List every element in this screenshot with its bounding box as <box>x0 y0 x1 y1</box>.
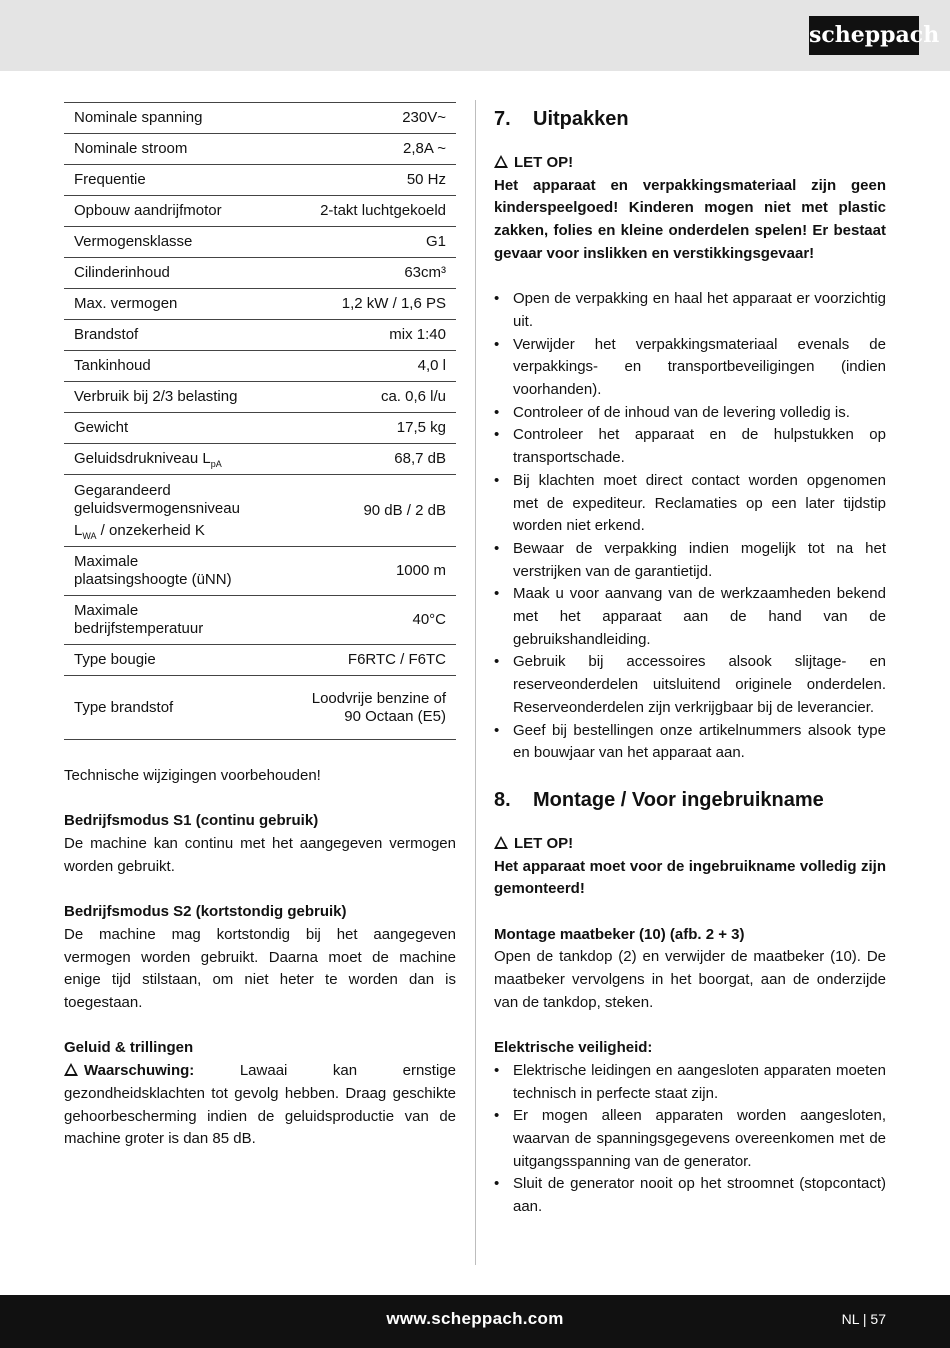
section-8-heading: 8. Montage / Voor ingebruikname <box>494 788 824 811</box>
warning-icon <box>494 836 508 849</box>
table-row: Type bougie F6RTC / F6TC <box>64 645 456 676</box>
list-item: • Controleer het apparaat en de hulpstukken op transportschade. <box>494 426 886 467</box>
list-item: • Sluit de generator nooit op het stroomnet (stopcontact) aan. <box>494 1175 886 1216</box>
list-item: • Controleer of de inhoud van de levering volledig is. <box>494 403 850 421</box>
table-row: Nominale stroom 2,8A ~ <box>64 134 456 165</box>
table-row: Gewicht 17,5 kg <box>64 413 456 444</box>
spec-table <box>64 102 456 740</box>
cup-title: Montage maatbeker (10) (afb. 2 + 3) <box>494 925 745 943</box>
s2-title: Bedrijfsmodus S2 (kortstondig gebruik) <box>64 903 347 921</box>
list-item: • Er mogen alleen apparaten worden aangesloten, waarvan de spanningsgegevens overeenkomen met de uitgangsspanning van de generator. <box>494 1107 886 1170</box>
list-item: • Bewaar de verpakking indien mogelijk tot na het verstrijken van de garantietijd. <box>494 539 886 580</box>
table-row: Brandstof mix 1:40 <box>64 320 456 351</box>
list-item: • Geef bij bestellingen onze artikelnummers alsook type en bouwjaar van het apparaat aan. <box>494 721 886 762</box>
s7-warning-text: Het apparaat en verpakkingsmateriaal zijn geen kinderspeelgoed! Kinderen mogen niet met plastic zakken, folies en kleine onderdelen spelen! Er bestaat gevaar voor inslikken en verstikkingsgevaar! <box>494 176 886 262</box>
s2-text: De machine mag kortstondig bij het aangegeven vermogen worden gebruikt. Daarna moet de machine enige tijd stilstaan, om niet heter te worden dan is toegestaan. <box>64 925 456 1011</box>
table-row: Nominale spanning 230V~ <box>64 103 456 134</box>
page-number: NL | 57 <box>841 1311 886 1327</box>
s8-warning-label: LET OP! <box>494 833 886 856</box>
warning-icon <box>64 1063 78 1076</box>
table-row: Type brandstof Loodvrije benzine of 90 Octaan (E5) <box>64 676 456 740</box>
header-band <box>0 0 950 71</box>
brand-logo: scheppach <box>809 16 919 55</box>
table-row: Opbouw aandrijfmotor 2-takt luchtgekoeld <box>64 196 456 227</box>
noise-title: Geluid & trillingen <box>64 1039 194 1057</box>
list-item: • Elektrische leidingen en aangesloten apparaten moeten technisch in perfecte staat zijn. <box>494 1061 886 1102</box>
column-divider <box>475 100 476 1265</box>
s1-title: Bedrijfsmodus S1 (continu gebruik) <box>64 812 319 830</box>
table-row: Vermogensklasse G1 <box>64 227 456 258</box>
s1-text: De machine kan continu met het aangegeven vermogen worden gebruikt. <box>64 835 456 875</box>
footer-band <box>0 1295 950 1348</box>
table-row: Tankinhoud 4,0 l <box>64 351 456 382</box>
table-row: Max. vermogen 1,2 kW / 1,6 PS <box>64 289 456 320</box>
list-item: • Maak u voor aanvang van de werkzaamheden bekend met het apparaat aan de hand van de gebruikshandleiding. <box>494 585 886 648</box>
s7-warning-label: LET OP! <box>494 152 886 175</box>
table-row: Gegarandeerd geluidsvermogensniveau $L_{WA}$ / onzekerheid K 90 dB / 2 dB <box>64 475 456 547</box>
elec-title: Elektrische veiligheid: <box>494 1039 653 1057</box>
table-row: Cilinderinhoud 63cm³ <box>64 258 456 289</box>
table-row: Maximale plaatsingshoogte (üNN) 1000 m <box>64 547 456 596</box>
cup-text: Open de tankdop (2) en verwijder de maatbeker (10). De maatbeker vervolgens in het boorgat, aan de onderzijde van de tankdop, steken. <box>494 948 886 1011</box>
table-row: Geluidsdrukniveau $L_{pA}$ 68,7 dB <box>64 444 456 475</box>
s8-warning-text: Het apparaat moet voor de ingebruikname volledig zijn gemonteerd! <box>494 857 886 898</box>
footer-url: www.scheppach.com <box>386 1309 564 1328</box>
s7-list <box>494 288 886 765</box>
list-item: • Open de verpakking en haal het apparaat er voorzichtig uit. <box>494 290 886 330</box>
elec-list <box>494 1060 886 1219</box>
left-column-text <box>64 765 456 1151</box>
list-item: • Verwijder het verpakkingsmateriaal evenals de verpakkings- en transportbeveiligingen (indien voorhanden). <box>494 335 886 399</box>
table-row: Maximale bedrijfstemperatuur 40°C <box>64 596 456 645</box>
list-item: • Bij klachten moet direct contact worden opgenomen met de expediteur. Reclamaties op een later tijdstip worden niet erkend. <box>494 471 886 535</box>
noise-warning: Waarschuwing: Lawaai kan ernstige gezondheidsklachten tot gevolg hebben. Draag geschikte gehoorbescherming indien de geluidsproductie van de machine groter is dan 85 dB. <box>64 1062 456 1148</box>
table-row: Verbruik bij 2/3 belasting ca. 0,6 l/u <box>64 382 456 413</box>
section-7-heading: 7. Uitpakken <box>494 108 629 130</box>
list-item: • Gebruik bij accessoires alsook slijtage- en reserveonderdelen uitsluitend originele onderdelen. Reserveonderdelen zijn verkrijgbaar bij de leverancier. <box>494 653 886 716</box>
tech-note: Technische wijzigingen voorbehouden! <box>64 767 321 784</box>
warning-icon <box>494 155 508 168</box>
right-column-text <box>494 104 886 1219</box>
table-row: Frequentie 50 Hz <box>64 165 456 196</box>
